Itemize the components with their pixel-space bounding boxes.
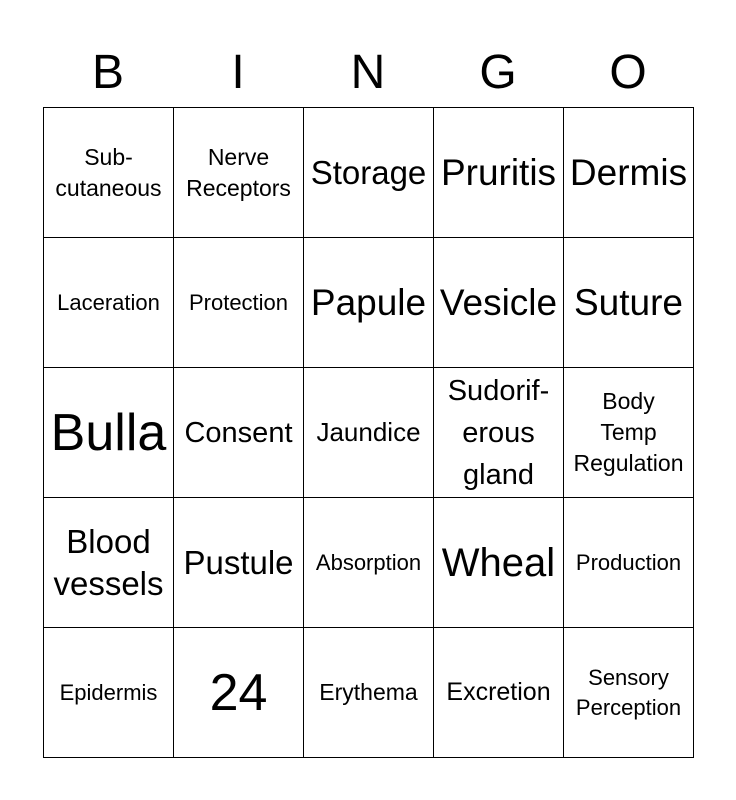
cell-label: Laceration <box>57 289 160 315</box>
bingo-cell[interactable] <box>44 498 174 628</box>
cell-label: Sub- cutaneous <box>55 143 162 201</box>
cell-label: Wheal <box>441 540 556 585</box>
bingo-cell[interactable] <box>434 108 564 238</box>
cell-label: Erythema <box>319 679 418 705</box>
bingo-cell[interactable] <box>174 368 304 498</box>
cell-label: Consent <box>184 416 293 449</box>
cell-label: Suture <box>573 281 683 323</box>
cell-label: Excretion <box>446 678 551 706</box>
bingo-board <box>43 107 694 758</box>
header-letter-i: I <box>231 46 245 99</box>
cell-label: Absorption <box>315 549 422 575</box>
bingo-cell[interactable] <box>44 628 174 758</box>
cell-label: Production <box>575 549 682 575</box>
cell-label: Pruritis <box>440 151 557 193</box>
bingo-cell[interactable] <box>434 368 564 498</box>
bingo-cell[interactable] <box>304 108 434 238</box>
cell-label: Papule <box>310 281 427 323</box>
bingo-cell[interactable] <box>304 238 434 368</box>
bingo-cell[interactable] <box>434 238 564 368</box>
cell-label: Sudorif- erous gland <box>447 374 550 491</box>
cell-label: 24 <box>209 663 268 722</box>
cell-label: Protection <box>188 289 289 315</box>
bingo-cell[interactable] <box>564 628 694 758</box>
header-letter-b: B <box>91 46 124 99</box>
cell-label: Dermis <box>569 151 688 193</box>
bingo-header <box>43 40 693 106</box>
bingo-cell[interactable] <box>174 238 304 368</box>
cell-label: Blood vessels <box>53 522 164 602</box>
cell-label: Bulla <box>50 403 167 462</box>
bingo-cell[interactable] <box>564 108 694 238</box>
cell-label: Storage <box>310 153 427 191</box>
cell-label: Body Temp Regulation <box>573 388 684 476</box>
bingo-cell[interactable] <box>44 368 174 498</box>
bingo-cell[interactable] <box>564 368 694 498</box>
cell-label: Epidermis <box>59 679 158 705</box>
bingo-cell[interactable] <box>44 108 174 238</box>
bingo-cell[interactable] <box>564 238 694 368</box>
header-letter-o: O <box>609 46 647 99</box>
cell-label: Pustule <box>183 543 294 581</box>
bingo-cell[interactable] <box>174 628 304 758</box>
cell-label: Vesicle <box>439 281 558 323</box>
bingo-cell[interactable] <box>304 368 434 498</box>
header-letter-n: N <box>350 46 386 99</box>
bingo-cell[interactable] <box>434 498 564 628</box>
cell-label: Jaundice <box>316 417 421 447</box>
cell-label: Sensory Perception <box>575 664 682 720</box>
bingo-cell[interactable] <box>304 628 434 758</box>
bingo-cell[interactable] <box>434 628 564 758</box>
bingo-cell[interactable] <box>174 108 304 238</box>
cell-label: Nerve Receptors <box>186 143 291 201</box>
header-letter-g: G <box>479 46 517 99</box>
bingo-cell[interactable] <box>304 498 434 628</box>
bingo-cell[interactable] <box>174 498 304 628</box>
bingo-cell[interactable] <box>44 238 174 368</box>
bingo-cell[interactable] <box>564 498 694 628</box>
